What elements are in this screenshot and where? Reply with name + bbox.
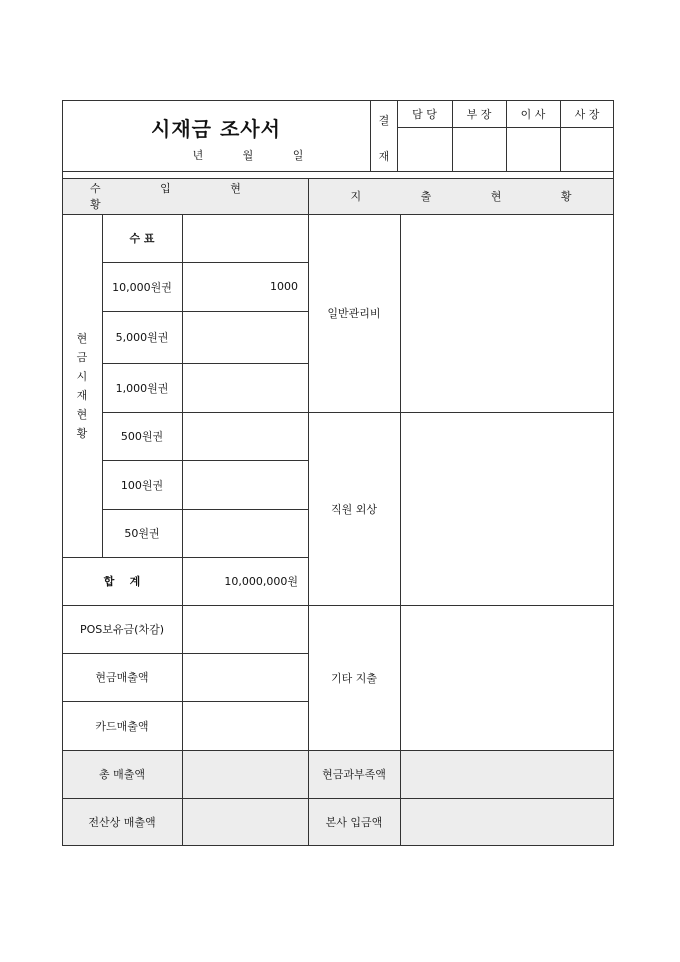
divider [62, 653, 308, 654]
staff-credit-value[interactable] [400, 412, 614, 605]
total-value[interactable]: 10,000,000원 [224, 575, 298, 588]
group-char: 재 [76, 388, 88, 402]
divider [62, 214, 614, 215]
divider [370, 100, 371, 171]
divider [308, 798, 614, 799]
row-value-5000[interactable] [182, 311, 308, 363]
document-title: 시재금 조사서 [151, 116, 281, 141]
general-admin-label: 일반관리비 [327, 307, 381, 320]
border-top [62, 100, 614, 101]
pos-holdings-value[interactable] [182, 605, 308, 653]
divider [102, 262, 308, 263]
row-label-check: 수 표 [129, 232, 155, 245]
approval-role-president: 사 장 [574, 107, 600, 121]
group-char: 황 [76, 426, 88, 440]
divider [102, 363, 308, 364]
approval-role-staff: 담 당 [412, 107, 437, 121]
row-value-100[interactable] [182, 460, 308, 509]
group-char: 현 [76, 331, 88, 345]
divider [102, 460, 308, 461]
cash-survey-form [62, 100, 614, 846]
row-value-check[interactable] [182, 214, 308, 262]
approval-role-director: 이 사 [520, 107, 546, 121]
other-expense-value[interactable] [400, 605, 614, 750]
row-label-1000: 1,000원권 [115, 381, 169, 395]
divider [102, 311, 308, 312]
group-char: 시 [76, 369, 88, 383]
row-value-10000[interactable]: 1000 [270, 280, 298, 293]
cash-sales-value[interactable] [182, 653, 308, 701]
approval-sign-director[interactable] [506, 127, 560, 171]
row-value-1000[interactable] [182, 363, 308, 412]
divider [102, 509, 308, 510]
divider [62, 750, 308, 751]
group-char: 금 [76, 350, 88, 364]
divider [308, 178, 309, 846]
cash-shortage-label: 현금과부족액 [308, 750, 400, 798]
approval-role-manager: 부 장 [466, 107, 492, 121]
divider [102, 214, 103, 557]
cash-sales-label: 현금매출액 [95, 671, 149, 684]
row-label-10000: 10,000원권 [112, 280, 172, 294]
card-sales-label: 카드매출액 [95, 719, 149, 733]
divider [560, 100, 561, 171]
border-bottom [62, 845, 614, 846]
approval-label-top: 결 [378, 114, 390, 127]
pos-holdings-label: POS보유금(차감) [80, 623, 164, 636]
border-right [613, 100, 614, 846]
date-line: 년 월 일 [192, 149, 322, 162]
hq-deposit-label: 본사 입금액 [308, 798, 400, 846]
total-sales-label: 총 매출액 [62, 750, 182, 798]
cash-shortage-value[interactable] [400, 750, 614, 798]
row-label-5000: 5,000원권 [115, 331, 169, 344]
divider [62, 701, 308, 702]
divider [62, 605, 308, 606]
row-label-100: 100원권 [120, 478, 164, 492]
approval-sign-manager[interactable] [452, 127, 506, 171]
divider [397, 127, 614, 128]
cash-status-group-label [62, 214, 102, 557]
divider [397, 100, 398, 171]
divider [308, 412, 614, 413]
row-value-50[interactable] [182, 509, 308, 557]
divider [62, 171, 614, 172]
divider [506, 100, 507, 171]
computed-sales-value[interactable] [182, 798, 308, 846]
divider [62, 557, 308, 558]
divider [182, 214, 183, 846]
approval-sign-president[interactable] [560, 127, 614, 171]
general-admin-value[interactable] [400, 214, 614, 412]
total-label: 합 계 [103, 575, 141, 588]
divider [452, 100, 453, 171]
border-left [62, 100, 63, 846]
card-sales-value[interactable] [182, 701, 308, 750]
approval-label-bottom: 재 [378, 150, 390, 163]
row-value-500[interactable] [182, 412, 308, 460]
divider [308, 750, 614, 751]
group-char: 현 [76, 407, 88, 421]
approval-sign-staff[interactable] [397, 127, 452, 171]
divider [400, 214, 401, 846]
hq-deposit-value[interactable] [400, 798, 614, 846]
divider [102, 412, 308, 413]
income-status-header: 수 입 현 황 [62, 178, 308, 214]
total-sales-value[interactable] [182, 750, 308, 798]
divider [62, 798, 308, 799]
divider [62, 178, 614, 179]
other-expense-label: 기타 지출 [330, 671, 377, 685]
row-label-50: 50원권 [124, 527, 160, 540]
expense-status-header: 지 출 현 황 [308, 178, 614, 214]
computed-sales-label: 전산상 매출액 [62, 798, 182, 846]
staff-credit-label: 직원 외상 [330, 502, 377, 516]
divider [308, 605, 614, 606]
row-label-500: 500원권 [120, 430, 164, 443]
